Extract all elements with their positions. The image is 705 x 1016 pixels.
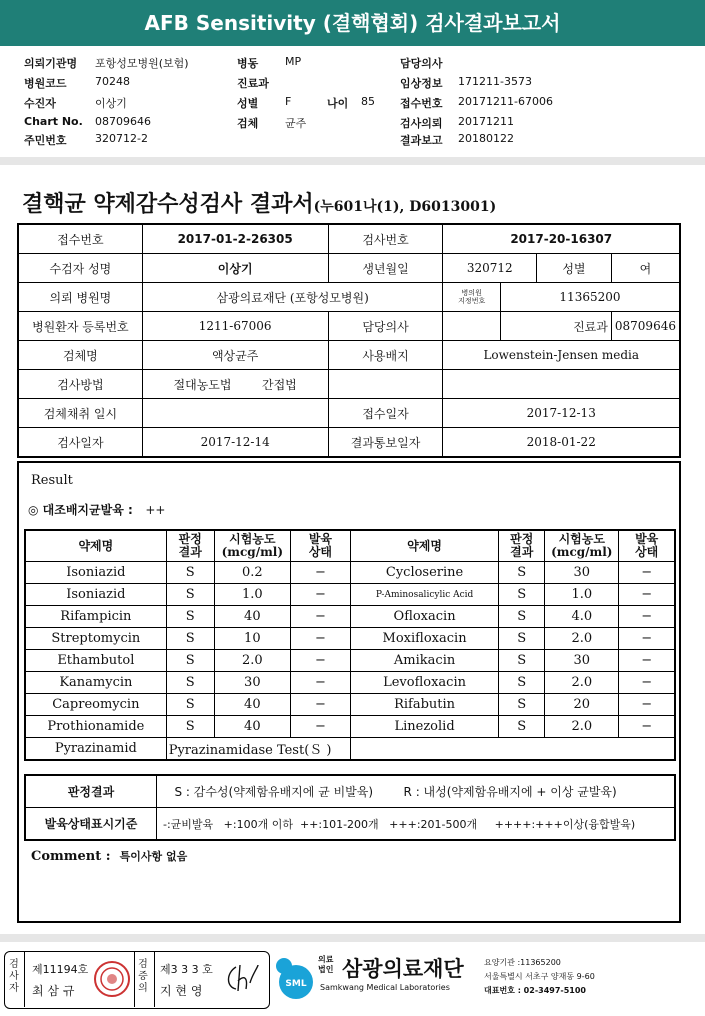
cell — [443, 283, 500, 312]
drug-name: Cycloserine — [350, 562, 498, 584]
table-row — [18, 341, 680, 370]
comment — [31, 848, 187, 864]
cell: 검사방법 — [18, 370, 142, 399]
org-prefix: 의료법인 — [318, 955, 334, 974]
cell — [142, 370, 328, 399]
report-title — [22, 187, 496, 218]
value: 08709646 — [95, 115, 151, 128]
cell: 삼광의료재단 (포항성모병원) — [142, 283, 443, 312]
report-banner: AFB Sensitivity (결핵협회) 검사결과보고서 — [0, 0, 705, 46]
drug-growth: − — [290, 716, 350, 738]
cell: 진료과 — [500, 312, 611, 341]
verifier-label: 검 증 의 — [138, 959, 148, 994]
drug-growth: − — [290, 584, 350, 606]
examiner-label: 검 사 자 — [9, 959, 19, 994]
drug-conc: 2.0 — [545, 716, 619, 738]
method-1: 절대농도법 — [173, 377, 232, 392]
result-label: Result — [31, 473, 73, 488]
method-2: 간접법 — [262, 377, 297, 392]
table-row — [18, 370, 680, 399]
drug-name: Kanamycin — [25, 672, 166, 694]
value: 균주 — [285, 117, 307, 130]
value: MP — [285, 55, 302, 68]
drug-name: Ethambutol — [25, 650, 166, 672]
table-row — [25, 808, 675, 841]
cell: 2017-12-13 — [443, 399, 680, 428]
cell: 사용배지 — [328, 341, 443, 370]
org-info-phone: 대표번호 : 02-3497-5100 — [484, 986, 586, 995]
value: 171211-3573 — [458, 75, 532, 88]
drug-conc: 4.0 — [545, 606, 619, 628]
drug-judge: S — [499, 606, 545, 628]
cell — [142, 399, 328, 428]
value: 320712-2 — [95, 132, 148, 145]
cell: 수검자 성명 — [18, 254, 142, 283]
cell: 2017-20-16307 — [443, 224, 680, 254]
cell — [443, 312, 500, 341]
judge-label: 판정결과 — [25, 775, 157, 808]
header-drug: 약제명 — [25, 530, 166, 562]
label: 주민번호 — [24, 134, 67, 147]
drug-growth: − — [619, 650, 675, 672]
drug-judge: S — [499, 716, 545, 738]
verifier-name: 지 현 영 — [160, 984, 203, 998]
label: 병의원 — [461, 289, 482, 297]
org-info-code: 요양기관 :11365200 — [484, 958, 561, 967]
cell: 검체채취 일시 — [18, 399, 142, 428]
table-row — [25, 775, 675, 808]
org-info-address: 서울특별시 서초구 양재동 9-60 — [484, 972, 595, 981]
cell: 접수일자 — [328, 399, 443, 428]
drug-growth: − — [290, 672, 350, 694]
table-row — [25, 650, 675, 672]
drug-name: Moxifloxacin — [350, 628, 498, 650]
drug-judge: S — [166, 650, 214, 672]
table-row — [18, 312, 680, 341]
drug-judge: S — [499, 628, 545, 650]
table-row — [25, 606, 675, 628]
drug-name: Amikacin — [350, 650, 498, 672]
drug-growth: − — [619, 628, 675, 650]
label: 검사의뢰 — [400, 117, 443, 130]
label: 결과보고 — [400, 134, 443, 147]
header-growth: 발육 상태 — [290, 530, 350, 562]
value: 20180122 — [458, 132, 514, 145]
drug-name: Capreomycin — [25, 694, 166, 716]
report-info-table — [17, 223, 681, 458]
drug-conc: 2.0 — [545, 672, 619, 694]
label: 검체 — [237, 117, 259, 130]
growth-text: -:균비발육 +:100개 이하 ++:101-200개 +++:201-500개 ++++:+++이상(융합발육) — [157, 808, 676, 841]
sml-logo-icon — [270, 952, 316, 1002]
control-growth — [28, 501, 165, 518]
cell: 의뢰 병원명 — [18, 283, 142, 312]
drug-conc: 1.0 — [545, 584, 619, 606]
drug-name: Levofloxacin — [350, 672, 498, 694]
value: 이상기 — [95, 97, 127, 110]
header-conc: 시험농도 (mcg/ml) — [545, 530, 619, 562]
age-label: 나이 — [327, 97, 349, 110]
drug-conc: 30 — [545, 650, 619, 672]
drug-judge: S — [499, 672, 545, 694]
drug-growth: − — [619, 606, 675, 628]
drug-judge: S — [166, 606, 214, 628]
drug-growth: − — [619, 672, 675, 694]
cell: 검사번호 — [328, 224, 443, 254]
seal-stamp — [92, 959, 132, 999]
drug-name: Linezolid — [350, 716, 498, 738]
header-judge: 판정 결과 — [499, 530, 545, 562]
cell: 2017-01-2-26305 — [142, 224, 328, 254]
table-row — [25, 628, 675, 650]
growth-label: 발육상태표시기준 — [25, 808, 157, 841]
judge-text: S : 감수성(약제함유배지에 균 비발육) R : 내성(약제함유배지에 + 이상 균발육) — [157, 775, 676, 808]
label: 성별 — [237, 97, 259, 110]
label: 의뢰기관명 — [24, 57, 78, 70]
table-row — [25, 562, 675, 584]
title-main: 결핵균 약제감수성검사 결과서 — [22, 191, 314, 217]
label: 병원코드 — [24, 77, 67, 90]
drug-judge: S — [166, 628, 214, 650]
drug-growth: − — [290, 628, 350, 650]
label: 임상정보 — [400, 77, 443, 90]
drug-conc: 30 — [545, 562, 619, 584]
drug-name: Streptomycin — [25, 628, 166, 650]
drug-judge: S — [499, 650, 545, 672]
drug-judge: S — [166, 716, 214, 738]
cell: 여 — [611, 254, 680, 283]
drug-conc: 0.2 — [214, 562, 290, 584]
examiner-name: 최 삼 규 — [32, 984, 75, 998]
cell: 성별 — [536, 254, 611, 283]
cell: 액상균주 — [142, 341, 328, 370]
table-row — [18, 283, 680, 312]
drug-judge: S — [166, 562, 214, 584]
cell: 320712 — [443, 254, 537, 283]
separator — [0, 157, 705, 165]
drug-conc: 2.0 — [545, 628, 619, 650]
drug-name: Rifampicin — [25, 606, 166, 628]
drug-growth: − — [290, 650, 350, 672]
value: 20171211 — [458, 115, 514, 128]
cell: 생년월일 — [328, 254, 443, 283]
examiner-license: 제11194호 — [32, 963, 89, 976]
drug-growth: − — [290, 606, 350, 628]
cell — [443, 370, 680, 399]
cell: 08709646 — [611, 312, 680, 341]
drug-judge: S — [499, 584, 545, 606]
title-sub: (누601나(1), D6013001) — [313, 199, 497, 215]
drug-judge: S — [166, 694, 214, 716]
legend-table — [24, 774, 676, 841]
drug-growth: − — [619, 584, 675, 606]
drug-judge: S — [166, 672, 214, 694]
drug-conc: 30 — [214, 672, 290, 694]
table-row — [25, 716, 675, 738]
value: 20171211-67006 — [458, 95, 553, 108]
table-row — [18, 399, 680, 428]
signature — [222, 961, 262, 995]
comment-label: Comment : — [31, 849, 111, 864]
cell: 2018-01-22 — [443, 428, 680, 458]
label: 접수번호 — [400, 97, 443, 110]
cell: 11365200 — [500, 283, 680, 312]
drug-name: Pyrazinamid — [25, 738, 166, 761]
table-row — [25, 584, 675, 606]
value: 70248 — [95, 75, 130, 88]
label: 진료과 — [237, 77, 269, 90]
drug-growth: − — [619, 716, 675, 738]
label: 병동 — [237, 57, 259, 70]
cell: 2017-12-14 — [142, 428, 328, 458]
drug-conc: 40 — [214, 716, 290, 738]
drug-growth: − — [619, 562, 675, 584]
cell: 접수번호 — [18, 224, 142, 254]
cell: Lowenstein-Jensen media — [443, 341, 680, 370]
header-drug: 약제명 — [350, 530, 498, 562]
comment-value: 특이사항 없음 — [119, 850, 188, 863]
cell: 병원환자 등록번호 — [18, 312, 142, 341]
cell: 결과통보일자 — [328, 428, 443, 458]
empty-cell — [350, 738, 675, 761]
table-row — [18, 428, 680, 458]
sml-logo-text: SML — [285, 979, 307, 989]
org-english: Samkwang Medical Laboratories — [320, 983, 450, 992]
org-name: 삼광의료재단 — [342, 957, 464, 981]
signature-content — [4, 951, 268, 1007]
cell: 담당의사 — [328, 312, 443, 341]
verifier-license: 제3 3 3 호 — [160, 963, 213, 976]
cell: 1211-67006 — [142, 312, 328, 341]
value: 포항성모병원(보험) — [95, 57, 189, 70]
drug-table — [24, 529, 676, 761]
table-row — [25, 738, 675, 761]
control-label: ◎ 대조배지균발육 : — [28, 503, 133, 517]
drug-growth: − — [290, 562, 350, 584]
control-value: ++ — [145, 503, 166, 517]
drug-conc: 10 — [214, 628, 290, 650]
cell: 검사일자 — [18, 428, 142, 458]
separator — [0, 934, 705, 942]
table-row — [18, 224, 680, 254]
drug-conc: 2.0 — [214, 650, 290, 672]
drug-judge: S — [166, 584, 214, 606]
table-header-row — [25, 530, 675, 562]
drug-name: Rifabutin — [350, 694, 498, 716]
label: 지정번호 — [458, 297, 486, 305]
drug-growth: − — [290, 694, 350, 716]
drug-conc: 20 — [545, 694, 619, 716]
drug-name: P-Aminosalicylic Acid — [350, 584, 498, 606]
drug-name: Isoniazid — [25, 584, 166, 606]
header-conc: 시험농도 (mcg/ml) — [214, 530, 290, 562]
label: 담당의사 — [400, 57, 443, 70]
drug-name: Isoniazid — [25, 562, 166, 584]
age-value: 85 — [361, 95, 375, 108]
value: F — [285, 95, 292, 108]
table-row — [25, 694, 675, 716]
drug-judge: S — [499, 694, 545, 716]
drug-conc: 40 — [214, 694, 290, 716]
table-row — [25, 672, 675, 694]
cell: 검체명 — [18, 341, 142, 370]
cell — [328, 370, 443, 399]
drug-name: Prothionamide — [25, 716, 166, 738]
drug-judge: S — [499, 562, 545, 584]
drug-name: Ofloxacin — [350, 606, 498, 628]
header-growth: 발육 상태 — [619, 530, 675, 562]
drug-conc: 1.0 — [214, 584, 290, 606]
pza-result: Pyrazinamidase Test(Ｓ ) — [166, 738, 350, 761]
drug-growth: − — [619, 694, 675, 716]
label: Chart No. — [24, 115, 83, 128]
drug-conc: 40 — [214, 606, 290, 628]
table-row — [18, 254, 680, 283]
header-judge: 판정 결과 — [166, 530, 214, 562]
label: 수진자 — [24, 97, 56, 110]
cell: 이상기 — [142, 254, 328, 283]
